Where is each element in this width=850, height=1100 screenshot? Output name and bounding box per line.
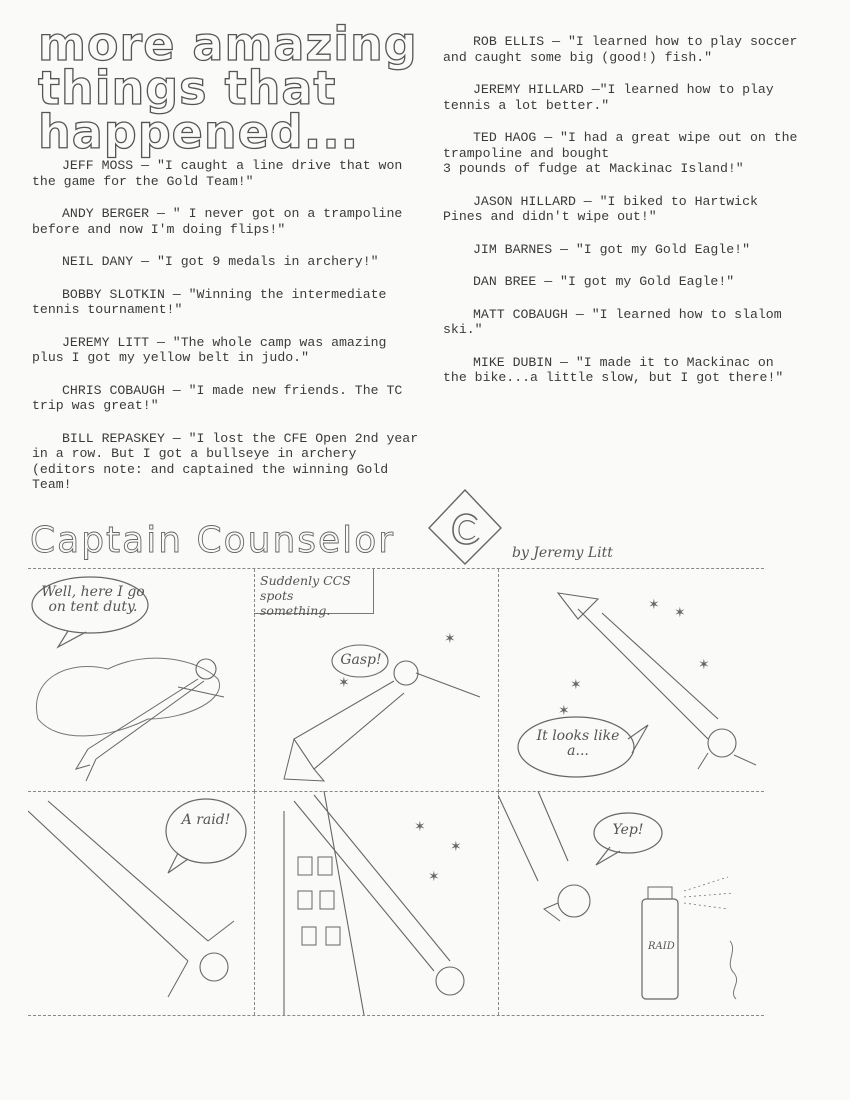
speech-bubble-text: Well, here I go on tent duty. bbox=[41, 584, 145, 615]
camper-quote: ROB ELLIS — "I learned how to play soccer and caught some big (good!) fish." bbox=[443, 34, 798, 65]
comic-title: Captain Counselor bbox=[30, 520, 396, 561]
comic-caption: Suddenly CCS spots something. bbox=[254, 569, 374, 614]
comic-panel-2 bbox=[254, 569, 499, 792]
title-line: things that bbox=[38, 61, 337, 115]
camper-quote: DAN BREE — "I got my Gold Eagle!" bbox=[473, 274, 735, 289]
svg-text:✶: ✶ bbox=[648, 597, 660, 613]
speech-bubble-text: It looks like a... bbox=[536, 728, 620, 759]
comic-panel-5 bbox=[254, 791, 499, 1015]
speech-bubble-text: A raid! bbox=[181, 812, 231, 828]
camper-quote: JEFF MOSS — "I caught a line drive that won the game for the Gold Team!" bbox=[32, 158, 403, 189]
right-quote-column bbox=[443, 34, 803, 403]
camper-quote: JEREMY HILLARD —"I learned how to play tennis a lot better." bbox=[443, 82, 774, 113]
svg-text:✶: ✶ bbox=[674, 605, 686, 621]
comic-panel-6 bbox=[498, 791, 764, 1015]
camper-quote: ANDY BERGER — " I never got on a trampoline before and now I'm doing flips!" bbox=[32, 206, 403, 237]
svg-text:✶: ✶ bbox=[414, 819, 426, 835]
title-line: more amazing bbox=[38, 17, 418, 71]
camper-quote: JEREMY LITT — "The whole camp was amazing plus I got my yellow belt in judo." bbox=[32, 334, 387, 365]
camper-quote: NEIL DANY — "I got 9 medals in archery!" bbox=[62, 254, 379, 269]
comic-panel-4 bbox=[28, 791, 255, 1015]
svg-text:✶: ✶ bbox=[450, 839, 462, 855]
svg-text:✶: ✶ bbox=[570, 677, 582, 693]
speech-bubble-text: Gasp! bbox=[340, 652, 382, 668]
svg-text:✶: ✶ bbox=[558, 703, 570, 719]
speech-bubble-text: Yep! bbox=[612, 822, 644, 838]
comic-byline: by Jeremy Litt bbox=[512, 545, 613, 561]
camper-quote: MIKE DUBIN — "I made it to Mackinac on the bike...a little slow, but I got there!" bbox=[443, 354, 784, 385]
svg-text:✶: ✶ bbox=[428, 869, 440, 885]
camper-quote: CHRIS COBAUGH — "I made new friends. The TC trip was great!" bbox=[32, 382, 403, 413]
spray-can-label: RAID bbox=[648, 941, 675, 952]
svg-text:✶: ✶ bbox=[698, 657, 710, 673]
comic-strip bbox=[28, 568, 764, 1016]
camper-quote: MATT COBAUGH — "I learned how to slalom ski." bbox=[443, 306, 782, 337]
camper-quote: JIM BARNES — "I got my Gold Eagle!" bbox=[473, 241, 750, 257]
svg-text:✶: ✶ bbox=[338, 675, 350, 691]
camper-quote: TED HAOG — "I had a great wipe out on the trampoline and bought 3 pounds of fudge at Mackinac Island!" bbox=[443, 130, 798, 176]
left-quote-column bbox=[32, 158, 424, 510]
page-title bbox=[38, 17, 438, 159]
title-line: happened... bbox=[38, 105, 360, 159]
comic-panel-3 bbox=[498, 569, 764, 792]
comic-panel-1 bbox=[28, 569, 255, 792]
svg-text:✶: ✶ bbox=[444, 631, 456, 647]
building-drawing bbox=[254, 791, 498, 1015]
camper-quote: JASON HILLARD — "I biked to Hartwick Pines and didn't wipe out!" bbox=[443, 193, 758, 224]
captain-logo-icon bbox=[425, 486, 505, 566]
camper-quote: BOBBY SLOTKIN — "Winning the intermediate tennis tournament!" bbox=[32, 286, 387, 317]
camper-quote: BILL REPASKEY — "I lost the CFE Open 2nd year in a row. But I got a bullseye in archery (editors note: and captained the winning Gold Team! bbox=[32, 430, 419, 492]
